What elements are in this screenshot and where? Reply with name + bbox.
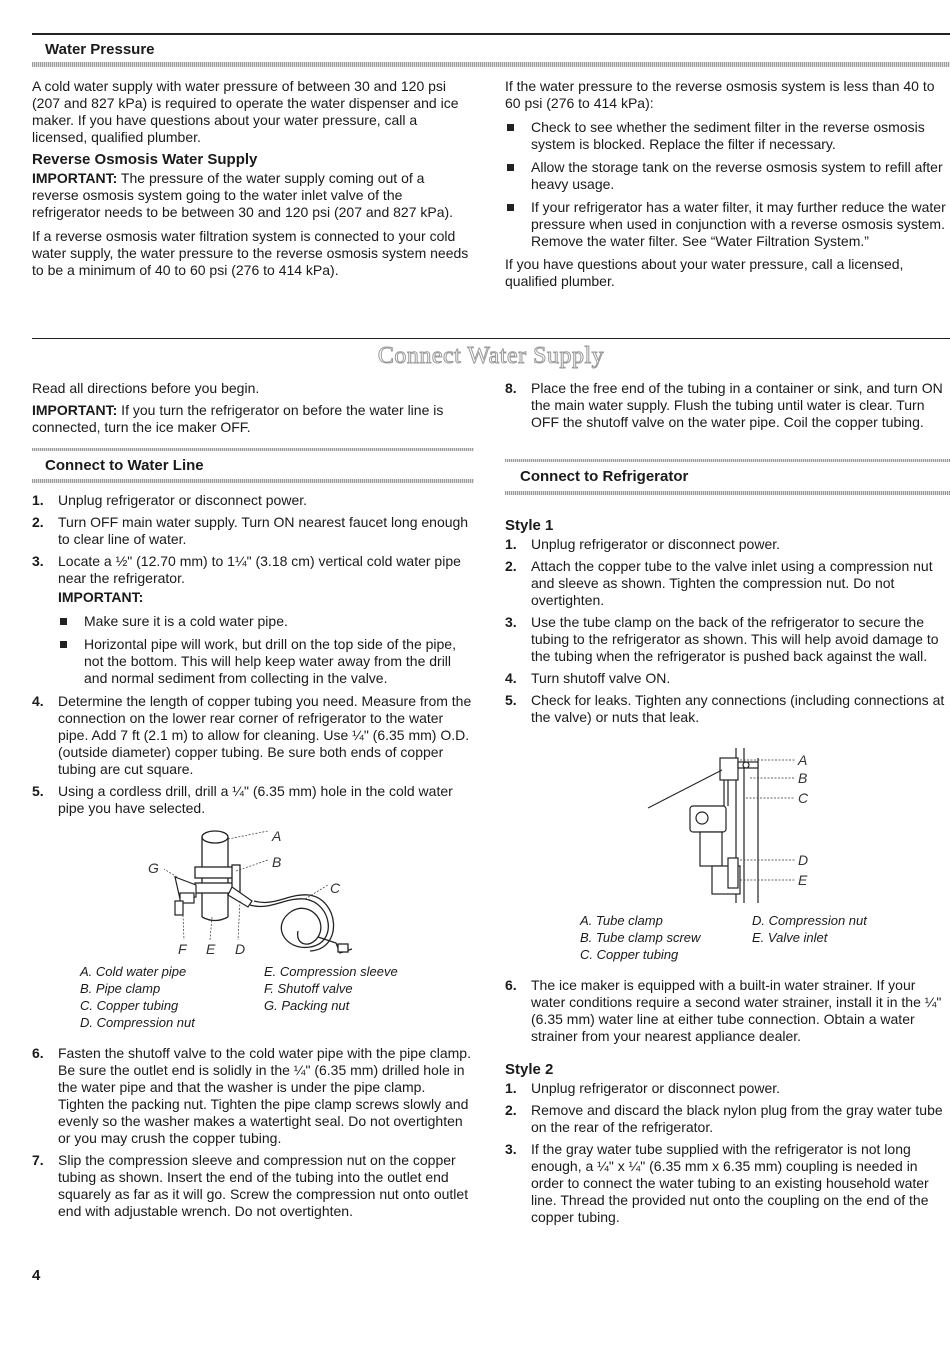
step3-bullet: Horizontal pipe will work, but drill on the top side of the pipe, not the bottom. This will help keep water away from the drill and normal sediment from collecting in the valve. <box>58 636 474 687</box>
step-number: 4. <box>505 670 517 686</box>
figure-label-g: G <box>148 860 159 876</box>
connect-important <box>32 402 474 436</box>
ro-bullet-list <box>505 119 947 250</box>
figure-label-d: D <box>235 941 246 957</box>
step-item <box>505 380 947 431</box>
step-number: 1. <box>505 536 517 552</box>
legend-item: E. Compression sleeve <box>264 964 398 979</box>
ro-bullet: Check to see whether the sediment filter in the reverse osmosis system is blocked. Replace the filter if necessary. <box>505 119 947 153</box>
copper-tubing-drawing <box>724 780 728 806</box>
step-text: If the gray water tube supplied with the refrigerator is not long enough, a ¼" x ¼" (6.35 mm x 6.35 mm) coupling is needed in order to connect the water tubing to an existing household water line. Thread the provided nut onto the coupling on the end of the copper tubing. <box>531 1141 929 1225</box>
step-text: Slip the compression sleeve and compression nut on the copper tubing as shown. Insert the end of the tubing into the outlet end squarely as far as it will go. Screw the compression nut onto outlet end with adjustable wrench. Do not overtighten. <box>58 1152 469 1219</box>
water-pressure-right <box>505 78 947 290</box>
step-8-list <box>505 380 947 431</box>
step-number: 2. <box>505 558 517 574</box>
legend-item: C. Copper tubing <box>580 947 679 962</box>
step-item <box>32 1045 474 1147</box>
legend-item: E. Valve inlet <box>752 930 828 945</box>
water-line-heading: Connect to Water Line <box>45 457 204 474</box>
ro-important-text: The pressure of the water supply coming out of a reverse osmosis system going to the water inlet valve of the refrigerator needs to be between 30 and 120 psi (207 and 827 kPa). <box>32 170 454 220</box>
step-item <box>32 783 474 817</box>
connect-left-intro <box>32 380 474 436</box>
step-item <box>505 692 947 726</box>
connect-important-label: IMPORTANT: <box>32 402 118 418</box>
figure-label-f: F <box>178 941 187 957</box>
step3-bullet: Make sure it is a cold water pipe. <box>58 613 474 630</box>
water-line-stripe-top <box>32 448 474 451</box>
ro-important <box>32 170 472 221</box>
step-number: 3. <box>505 614 517 630</box>
step-item <box>32 492 474 509</box>
step-text: Attach the copper tube to the valve inlet using a compression nut and sleeve as shown. Tighten the compression nut. Do not overtighten. <box>531 558 933 608</box>
water-line-steps <box>32 492 474 822</box>
step-item <box>32 553 474 687</box>
style2-steps <box>505 1080 947 1226</box>
ro-heading: Reverse Osmosis Water Supply <box>32 151 258 168</box>
step-item <box>32 514 474 548</box>
step-number: 3. <box>32 553 44 569</box>
step-text: Turn OFF main water supply. Turn ON nearest faucet long enough to clear line of water. <box>58 514 469 547</box>
step-item <box>505 670 947 687</box>
legend-item: D. Compression nut <box>80 1015 195 1030</box>
ro-right-intro: If the water pressure to the reverse osmosis system is less than 40 to 60 psi (276 to 414 kPa): <box>505 78 935 111</box>
step-text: Using a cordless drill, drill a ¼" (6.35 mm) hole in the cold water pipe you have selected. <box>58 783 453 816</box>
style1-steps <box>505 536 947 726</box>
step-8 <box>505 380 947 436</box>
water-pressure-heading: Water Pressure <box>45 41 155 58</box>
top-rule <box>32 33 950 35</box>
step-text: Check for leaks. Tighten any connections (including connections at the valve) or nuts that leak. <box>531 692 945 725</box>
step-number: 4. <box>32 693 44 709</box>
step-number: 3. <box>505 1141 517 1157</box>
connect-intro: Read all directions before you begin. <box>32 380 260 396</box>
step-number: 5. <box>505 692 517 708</box>
figure-label-a: A <box>798 752 808 768</box>
ro-important-label: IMPORTANT: <box>32 170 118 186</box>
step-text: Determine the length of copper tubing you need. Measure from the connection on the lower rear corner of refrigerator to the water pipe. Add 7 ft (2.1 m) to allow for cleaning. Use ¼" (6.35 mm) O.D. (outside diameter) copper tubing. Be sure both ends of copper tubing are cut square. <box>58 693 472 777</box>
connect-water-supply-title: Connect Water Supply <box>377 343 605 369</box>
style1-step6-list <box>505 977 947 1045</box>
pointer-line <box>648 770 722 808</box>
figure-label-e: E <box>206 941 216 957</box>
legend-item: B. Pipe clamp <box>80 981 161 996</box>
refrigerator-stripe-top <box>505 459 950 462</box>
style1-heading: Style 1 <box>505 517 554 534</box>
step-number: 6. <box>505 977 517 993</box>
step-item <box>505 536 947 553</box>
page-number: 4 <box>32 1267 41 1284</box>
step-text: Turn shutoff valve ON. <box>531 670 671 686</box>
refrigerator-legend-left <box>580 912 700 963</box>
refrigerator-stripe-bottom <box>505 491 950 495</box>
step-text: Fasten the shutoff valve to the cold water pipe with the pipe clamp. Be sure the outlet end is solidly in the ¼" (6.35 mm) drilled hole in the water pipe and that the washer is under the pipe clamp. Tighten the packing nut. Tighten the pipe clamp screws slowly and evenly so the washer makes a watertight seal. Do not overtighten or you may crush the copper tubing. <box>58 1045 471 1146</box>
step-number: 1. <box>32 492 44 508</box>
water-line-steps-c-list <box>32 1045 474 1220</box>
style2-section <box>505 1061 947 1231</box>
step-text: Unplug refrigerator or disconnect power. <box>58 492 308 508</box>
section-rule <box>32 338 950 339</box>
water-valve-drawing <box>690 806 740 894</box>
step3-bullets <box>58 613 474 687</box>
legend-item: B. Tube clamp screw <box>580 930 701 945</box>
step-item <box>32 1152 474 1220</box>
copper-tubing-drawing <box>250 895 352 953</box>
style1-step6 <box>505 977 947 1050</box>
step3-important: IMPORTANT: <box>58 589 144 605</box>
step-number: 2. <box>32 514 44 530</box>
step-item <box>505 1102 947 1136</box>
tube-clamp-drawing <box>720 758 758 780</box>
step-text: Locate a ½" (12.70 mm) to 1¼" (3.18 cm) vertical cold water pipe near the refrigerator. <box>58 553 461 586</box>
figure-label-c: C <box>798 790 809 806</box>
step-number: 7. <box>32 1152 44 1168</box>
water-line-steps-c <box>32 1045 474 1225</box>
connect-important-text: If you turn the refrigerator on before the water line is connected, turn the ice maker OFF. <box>32 402 444 435</box>
style2-heading: Style 2 <box>505 1061 554 1078</box>
water-pressure-paragraph: A cold water supply with water pressure of between 30 and 120 psi (207 and 827 kPa) is required to operate the water dispenser and ice maker. If you have questions about your water pressure, call a licensed, qualified plumber. <box>32 78 459 145</box>
step-text: The ice maker is equipped with a built-in water strainer. If your water conditions require a second water strainer, install it in the ¼" (6.35 mm) water line at either tube connection. Obtain a water strainer from your nearest appliance dealer. <box>531 977 942 1044</box>
ro-right-outro: If you have questions about your water pressure, call a licensed, qualified plumber. <box>505 256 904 289</box>
refrigerator-legend-right <box>752 912 867 946</box>
water-pressure-left <box>32 78 472 279</box>
step-item <box>32 693 474 778</box>
step-item <box>505 1141 947 1226</box>
figure-label-d: D <box>798 852 809 868</box>
leader-lines <box>740 760 795 880</box>
step-number: 1. <box>505 1080 517 1096</box>
figure-label-b: B <box>272 854 282 870</box>
step-text: Use the tube clamp on the back of the refrigerator to secure the tubing to the refrigerator as shown. This will help avoid damage to the tubing when the refrigerator is pushed back against the wall. <box>531 614 939 664</box>
step-item <box>505 558 947 609</box>
step-text: Unplug refrigerator or disconnect power. <box>531 536 781 552</box>
figure-label-c: C <box>330 880 341 896</box>
step-item <box>505 1080 947 1097</box>
water-line-stripe-bottom <box>32 479 474 483</box>
figure-label-b: B <box>798 770 808 786</box>
figure-label-a: A <box>272 828 282 844</box>
legend-item: A. Tube clamp <box>580 913 663 928</box>
water-line-steps-a <box>32 492 474 817</box>
ro-bullet: Allow the storage tank on the reverse osmosis system to refill after heavy usage. <box>505 159 947 193</box>
legend-item: C. Copper tubing <box>80 998 179 1013</box>
ro-paragraph: If a reverse osmosis water filtration system is connected to your cold water supply, the water pressure to the reverse osmosis system needs to be a minimum of 40 to 60 psi (276 to 414 kPa). <box>32 228 469 278</box>
style1-section <box>505 517 947 731</box>
legend-item: G. Packing nut <box>264 998 350 1013</box>
refrigerator-heading: Connect to Refrigerator <box>520 468 689 485</box>
step-item <box>505 614 947 665</box>
step-number: 2. <box>505 1102 517 1118</box>
top-stripe <box>32 62 950 67</box>
water-line-legend-right <box>264 963 398 1014</box>
step-text: Unplug refrigerator or disconnect power. <box>531 1080 781 1096</box>
step-item <box>505 977 947 1045</box>
step-number: 6. <box>32 1045 44 1061</box>
legend-item: A. Cold water pipe <box>80 964 187 979</box>
ro-bullet: If your refrigerator has a water filter, it may further reduce the water pressure when used in conjunction with a reverse osmosis system. Remove the water filter. See “Water Filtration System.” <box>505 199 947 250</box>
figure-label-e: E <box>798 872 808 888</box>
valve-inlet-figure <box>640 748 820 903</box>
step-text: Remove and discard the black nylon plug from the gray water tube on the rear of the refrigerator. <box>531 1102 943 1135</box>
legend-item: F. Shutoff valve <box>264 981 353 996</box>
legend-item: D. Compression nut <box>752 913 867 928</box>
step-number: 8. <box>505 380 517 396</box>
water-line-legend-left <box>80 963 195 1031</box>
step-number: 5. <box>32 783 44 799</box>
step-text: Place the free end of the tubing in a container or sink, and turn ON the main water supply. Flush the tubing until water is clear. Turn OFF the shutoff valve on the water pipe. Coil the copper tubing. <box>531 380 943 430</box>
shutoff-valve-figure <box>140 825 370 960</box>
